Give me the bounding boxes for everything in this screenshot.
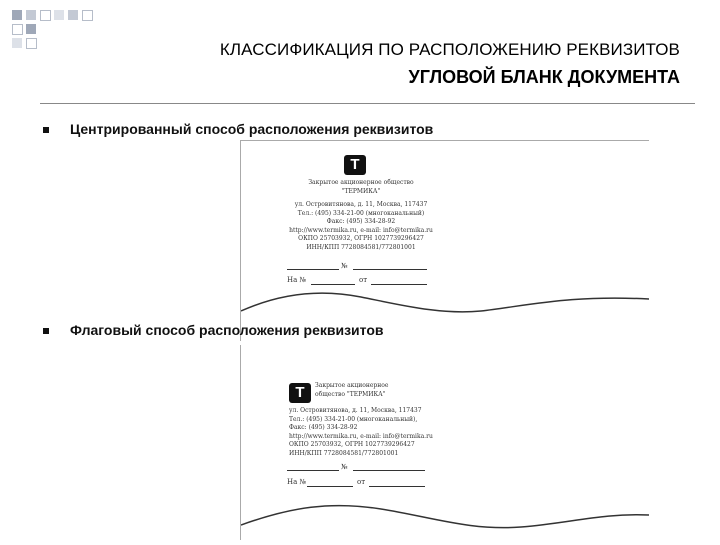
company-logo-icon: Т [344, 155, 366, 175]
bullet-icon [43, 127, 49, 133]
list-item-flag: Флаговый способ расположения реквизитов [70, 322, 384, 338]
company-logo-icon: Т [289, 383, 311, 403]
slide-subtitle: КЛАССИФИКАЦИЯ ПО РАСПОЛОЖЕНИЮ РЕКВИЗИТОВ [219, 40, 680, 59]
org-address: ул. Островитянова, д. 11, Москва, 117437 Тел.: (495) 334-21-00 (многоканальный), Факс: (495) 334-28-92 http://www.termika.ru, e-mail: info@termika.ru ОКПО 25703932, ОГРН 1027739296427 ИНН/КПП 7728084581/772801001 [289, 407, 433, 457]
bullet-icon [43, 328, 49, 334]
page-tear-edge [241, 495, 649, 545]
org-name: Закрытое акционерное общество "ТЕРМИКА" [315, 382, 389, 398]
title-divider [40, 103, 695, 104]
flag-blank-image: Т Закрытое акционерное общество "ТЕРМИКА" ул. Островитянова, д. 11, Москва, 117437 Тел.: (495) 334-21-00 (многоканальный), Факс: (495) 334-28-92 http://www.termika.ru, e-mail: info@termika.ru ОКПО 25703932, ОГРН 1027739296427 ИНН/КПП 7728084581/772801001 № На № от [240, 345, 649, 540]
org-address: ул. Островитянова, д. 11, Москва, 117437 Тел.: (495) 334-21-00 (многоканальный) Факс: (495) 334-28-92 http://www.termika.ru, e-mail: info@termika.ru ОКПО 25703932, ОГРН 1027739296427 ИНН/КПП 7728084581/772801001 [289, 201, 433, 251]
slide-title: УГЛОВОЙ БЛАНК ДОКУМЕНТА [408, 67, 680, 87]
org-name: Закрытое акционерное общество "ТЕРМИКА" [308, 179, 414, 195]
centered-blank-image: Т Закрытое акционерное общество "ТЕРМИКА" ул. Островитянова, д. 11, Москва, 117437 Тел.: (495) 334-21-00 (многоканальный) Факс: (495) 334-28-92 http://www.termika.ru, e-mail: info@termika.ru ОКПО 25703932, ОГРН 1027739296427 ИНН/КПП 7728084581/772801001 № На № от [240, 140, 649, 341]
list-item-centered: Центрированный способ расположения реквизитов [70, 121, 434, 137]
